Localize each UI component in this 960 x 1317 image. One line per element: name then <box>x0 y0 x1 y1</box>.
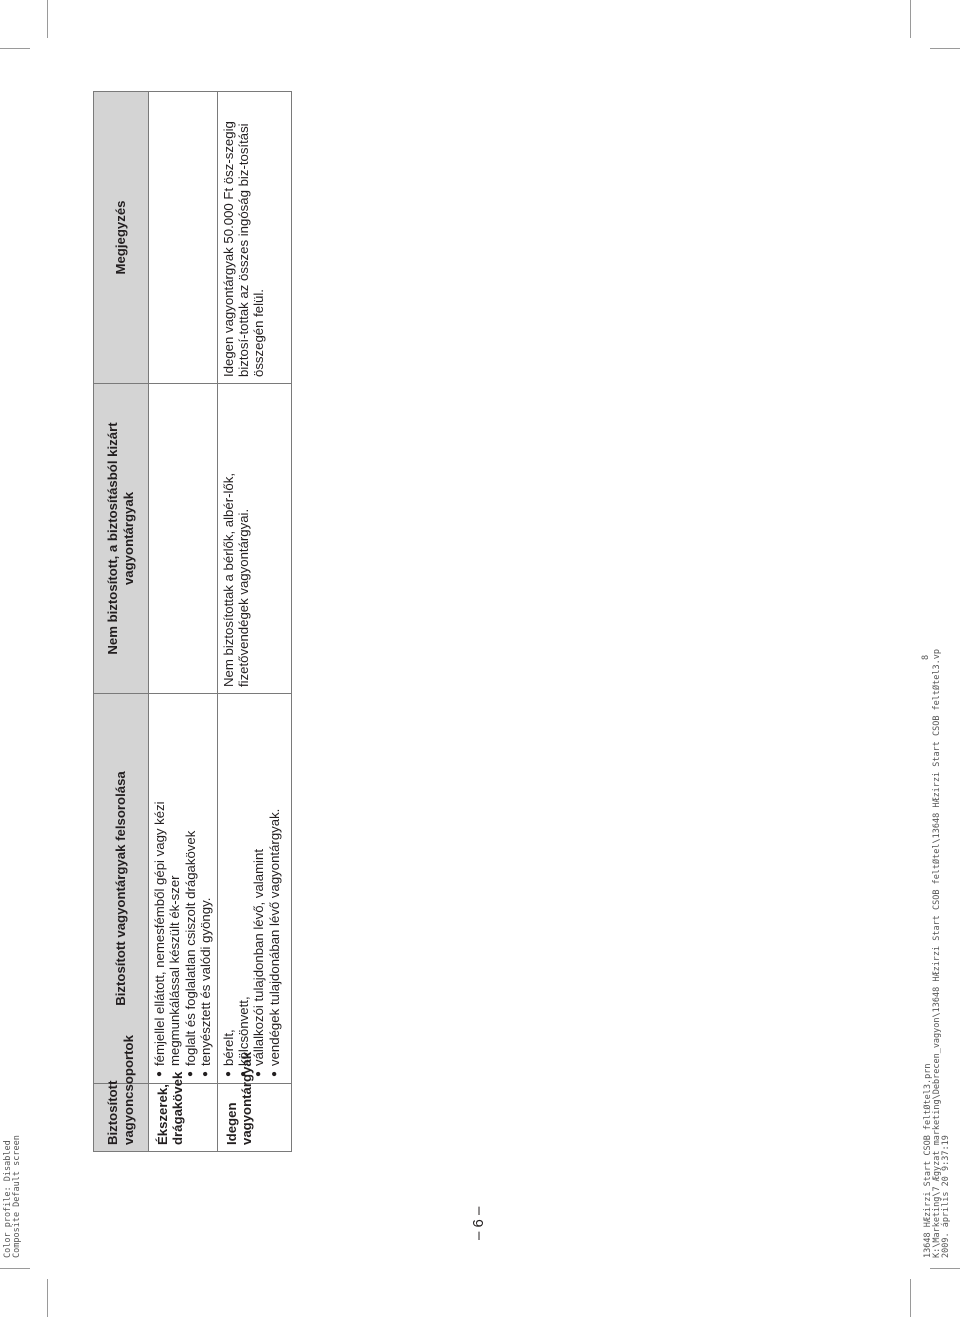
row-group-jewelry: Ékszerek, drágakövek <box>149 1084 218 1152</box>
page-number: – 6 – <box>470 1206 487 1240</box>
row-note: Idegen vagyontárgyak 50.000 Ft ösz-szegig biztosí-tottak az összes ingóság biz-tosítási összegén felül. <box>217 92 291 384</box>
row-excluded <box>149 384 218 694</box>
table-header-row <box>94 92 149 1152</box>
list-item: ● bérelt, <box>221 699 236 1077</box>
crop-mark <box>47 1279 48 1317</box>
table-row <box>149 92 218 1152</box>
file-date-text: 2009. április 20 9:37:19 <box>941 1135 951 1258</box>
file-name-text: 13648 HÆzirzi Start CSOB feltØtel3.prn <box>923 1063 933 1258</box>
list-item: ● vendégek tulajdonában lévő vagyontárgyak. <box>267 699 282 1077</box>
table-row <box>217 92 291 1152</box>
header-group: Biztosított vagyoncsoportok <box>94 1084 149 1152</box>
list-item: ● kölcsönvett, <box>236 699 251 1077</box>
crop-mark <box>0 48 30 49</box>
item-list <box>152 699 214 1077</box>
color-profile-slug <box>4 1135 22 1258</box>
crop-mark <box>930 48 960 49</box>
color-profile-text: Color profile: Disabled <box>3 1140 13 1258</box>
crop-mark <box>910 0 911 38</box>
row-group-foreign: Idegen vagyontárgyak <box>217 1084 291 1152</box>
file-info-slug <box>921 649 951 1258</box>
row-items <box>149 694 218 1084</box>
header-excluded: Nem biztosított, a biztosításból kizárt vagyontárgyak <box>94 384 149 694</box>
crop-mark <box>910 1279 911 1317</box>
crop-mark <box>930 1268 960 1269</box>
list-item: ● tenyésztett és valódi gyöngy. <box>198 699 213 1077</box>
list-item: ● fémjellel ellátott, nemesfémből gépi vagy kézi megmunkálással készült ék-szer <box>152 699 183 1077</box>
row-items <box>217 694 291 1084</box>
header-note: Megjegyzés <box>94 92 149 384</box>
list-item: ● foglalt és foglalatlan csiszolt drágakövek <box>183 699 198 1077</box>
row-note <box>149 92 218 384</box>
crop-mark <box>47 0 48 38</box>
insurance-table-wrapper <box>93 92 290 1152</box>
sheet-number: 8 <box>921 654 931 660</box>
row-excluded: Nem biztosítottak a bérlők, albér-lők, fizetővendégek vagyontárgyai. <box>217 384 291 694</box>
item-list <box>221 699 283 1077</box>
insured-property-table <box>93 91 292 1152</box>
list-item: ● vállalkozói tulajdonban lévő, valamint <box>251 699 266 1077</box>
crop-mark <box>0 1268 30 1269</box>
file-path-text: K:\Marketing\7 Ægyzat marketing\Debrecen_vagyon\13648 HÆzirzi Start CSOB feltØtel\13648 HÆzirzi Start CSOB feltØtel3.vp <box>932 649 942 1258</box>
header-items: Biztosított vagyontárgyak felsorolása <box>94 694 149 1084</box>
composite-text: Composite Default screen <box>12 1135 22 1258</box>
